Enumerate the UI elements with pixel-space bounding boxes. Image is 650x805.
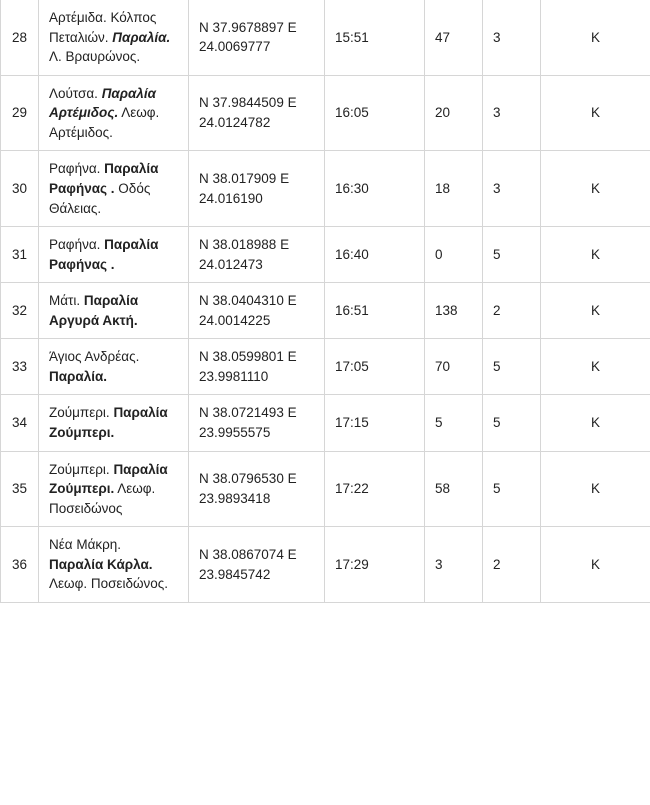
row-status-badge: K [541,339,650,395]
row-status-badge: K [541,283,650,339]
table-row [1,339,650,395]
row-status-badge: K [541,75,650,151]
row-value-1: 70 [425,339,483,395]
row-status-badge: K [541,451,650,527]
row-index: 30 [1,151,39,227]
row-time: 17:29 [325,527,425,603]
row-value-1: 58 [425,451,483,527]
row-location [39,451,189,527]
location-segment: Λ. Βραυρώνος. [49,49,141,65]
row-value-1: 18 [425,151,483,227]
row-value-2: 3 [483,0,541,75]
location-segment: Ραφήνα. [49,237,105,253]
location-segment: Λούτσα. [49,85,102,101]
table-body [1,0,650,602]
row-time: 15:51 [325,0,425,75]
row-location [39,227,189,283]
row-index: 31 [1,227,39,283]
table-row [1,395,650,451]
row-location [39,0,189,75]
row-time: 17:05 [325,339,425,395]
row-value-1: 5 [425,395,483,451]
row-coordinates: N 38.0599801 E 23.9981110 [189,339,325,395]
row-coordinates: N 38.0867074 E 23.9845742 [189,527,325,603]
table-row [1,151,650,227]
row-status-badge: K [541,151,650,227]
row-value-2: 3 [483,151,541,227]
row-value-1: 20 [425,75,483,151]
row-coordinates: N 38.017909 E 24.016190 [189,151,325,227]
row-value-1: 0 [425,227,483,283]
row-location [39,283,189,339]
location-segment: Λεωφ. Ποσειδώνος [49,481,156,516]
location-segment: Παραλία Ζούμπερι. [49,461,168,497]
table-row [1,0,650,75]
row-value-2: 5 [483,227,541,283]
row-index: 28 [1,0,39,75]
row-value-2: 2 [483,527,541,603]
row-index: 29 [1,75,39,151]
row-time: 16:30 [325,151,425,227]
row-time: 16:40 [325,227,425,283]
row-index: 35 [1,451,39,527]
location-segment: Παραλία Αργυρά Ακτή. [49,293,139,328]
row-coordinates: N 38.0721493 E 23.9955575 [189,395,325,451]
table-row [1,227,650,283]
location-segment: Ραφήνα. [49,161,105,177]
row-index: 32 [1,283,39,339]
table-row [1,451,650,527]
row-index: 34 [1,395,39,451]
location-segment: Ζούμπερι. [49,461,114,477]
row-index: 33 [1,339,39,395]
location-segment: Μάτι. [49,293,84,309]
row-value-2: 2 [483,283,541,339]
location-segment: Ζούμπερι. [49,405,114,421]
row-time: 17:15 [325,395,425,451]
location-segment: Παραλία Ζούμπερι. [49,405,168,440]
row-value-1: 138 [425,283,483,339]
row-location [39,75,189,151]
row-status-badge: K [541,527,650,603]
location-segment: Λεωφ. Ποσειδώνος. [49,576,169,592]
row-time: 17:22 [325,451,425,527]
location-segment: Παραλία Αρτέμιδος. [49,85,156,121]
row-value-2: 5 [483,451,541,527]
row-time: 16:05 [325,75,425,151]
location-segment: Παραλία. [49,368,108,384]
row-value-2: 5 [483,395,541,451]
row-location [39,527,189,603]
row-value-2: 3 [483,75,541,151]
row-coordinates: N 38.018988 E 24.012473 [189,227,325,283]
row-location [39,339,189,395]
location-segment: Λεωφ. Αρτέμιδος. [49,105,160,140]
row-status-badge: K [541,0,650,75]
row-value-2: 5 [483,339,541,395]
location-segment: Παραλία Κάρλα. [49,556,153,572]
row-value-1: 3 [425,527,483,603]
location-segment: Οδός Θάλειας. [49,180,151,216]
table-row [1,75,650,151]
row-status-badge: K [541,227,650,283]
row-coordinates: N 38.0404310 E 24.0014225 [189,283,325,339]
row-coordinates: N 37.9678897 E 24.0069777 [189,0,325,75]
location-segment: Παραλία Ραφήνας . [49,237,159,272]
location-segment: Αρτέμιδα. Κόλπος Πεταλιών. [49,10,157,45]
table-row [1,527,650,603]
location-segment: Παραλία. [112,29,171,45]
table-row [1,283,650,339]
row-index: 36 [1,527,39,603]
location-segment: Νέα Μάκρη. [49,537,122,553]
row-value-1: 47 [425,0,483,75]
row-location [39,151,189,227]
row-coordinates: N 38.0796530 E 23.9893418 [189,451,325,527]
row-coordinates: N 37.9844509 E 24.0124782 [189,75,325,151]
location-segment: Παραλία Ραφήνας . [49,161,159,196]
row-location [39,395,189,451]
row-status-badge: K [541,395,650,451]
row-time: 16:51 [325,283,425,339]
location-segment: Άγιος Ανδρέας. [49,349,140,365]
